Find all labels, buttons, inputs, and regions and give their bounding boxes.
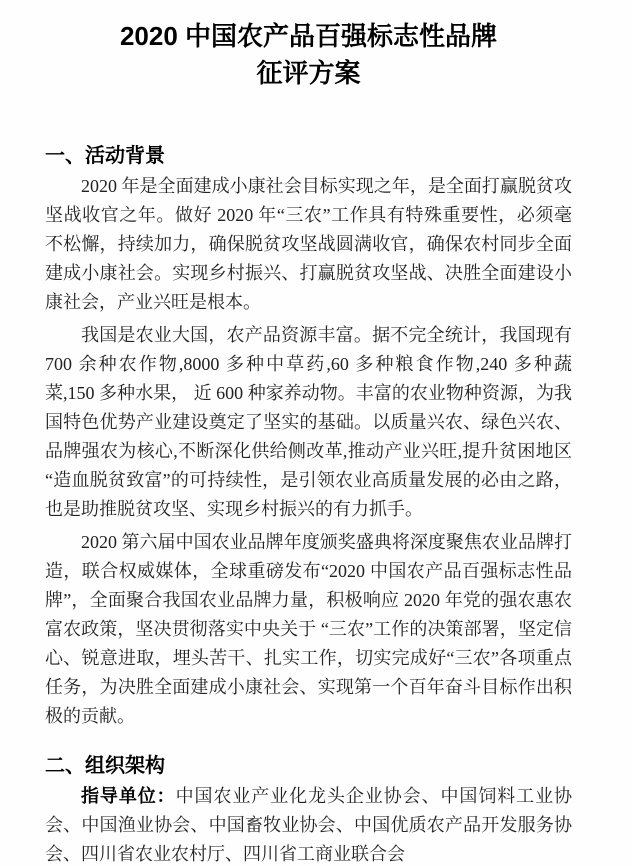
guiding-units-text: 中国农业产业化龙头企业协会、中国饲料工业协会、中国渔业协会、中国畜牧业协会、中国优质农产品开发服务协会、四川省农业农村厅、四川省工商业联合会	[45, 786, 573, 864]
guiding-units-label: 指导单位：	[81, 786, 176, 806]
paragraph-background-3: 2020 第六届中国农业品牌年度颁奖盛典将深度聚焦农业品牌打造，联合权威媒体，全球重磅发布“2020 中国农产品百强标志性品牌”，全面聚合我国农业品牌力量，积极响应 2020 年党的强农惠农富农政策，坚决贯彻落实中央关于 “三农”工作的决策部署，坚定信心、锐意进取，埋头苦干、扎实工作，切实完成好“三农”各项重点任务，为决胜全面建成小康社会、实现第一个百年奋斗目标作出积极的贡献。	[45, 532, 572, 726]
section-heading-activity-background: 一、活动背景	[45, 145, 165, 167]
paragraph-organization	[45, 782, 572, 866]
paragraph-background-1: 2020 年是全面建成小康社会目标实现之年，是全面打赢脱贫攻坚战收官之年。做好 2020 年“三农”工作具有特殊重要性，必须毫不松懈，持续加力，确保脱贫攻坚战圆满收官，确保农村同步全面建成小康社会。实现乡村振兴、打赢脱贫攻坚战、决胜全面建设小康社会，产业兴旺是根本。	[45, 176, 572, 312]
document-title-line1: 2020 中国农产品百强标志性品牌	[119, 21, 498, 51]
paragraph-background-2: 我国是农业大国，农产品资源丰富。据不完全统计，我国现有700 余种农作物,8000 多种中草药,60 多种粮食作物,240 多种蔬菜,150 多种水果， 近 600 种家养动物。丰富的农业物种资源，为我国特色优势产业建设奠定了坚实的基础。以质量兴农、绿色兴农、品牌强农为核心,不断深化供给侧改革,推动产业兴旺,提升贫困地区“造血脱贫致富”的可持续性，是引领农业高质量发展的必由之路，也是助推脱贫攻坚、实现乡村振兴的有力抓手。	[45, 325, 572, 519]
section-heading-organization: 二、组织架构	[45, 755, 165, 777]
document-title-line2: 征评方案	[256, 58, 361, 88]
document-title	[45, 18, 572, 92]
